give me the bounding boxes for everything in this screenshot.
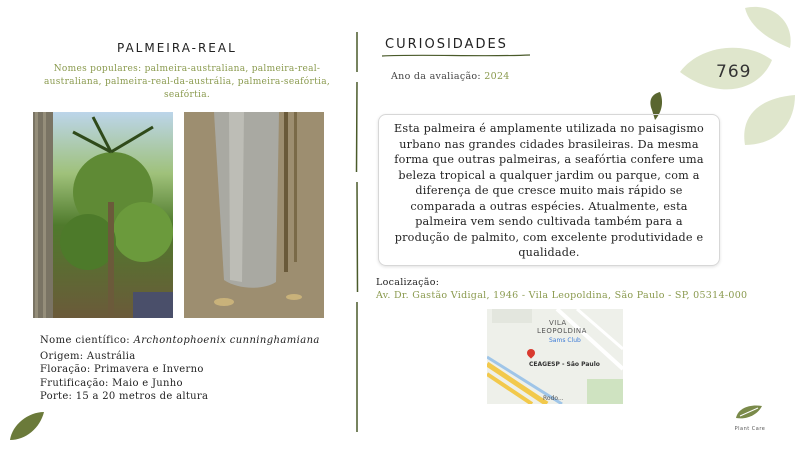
fact-size: Porte: 15 a 20 metros de altura (40, 390, 209, 402)
plant-care-logo (728, 400, 772, 436)
plant-facts (40, 350, 208, 403)
map-poi-sams: Sams Club (549, 337, 581, 344)
vertical-divider (355, 32, 359, 432)
location-label: Localização: (376, 277, 440, 288)
map-district-label: VILA LEOPOLDINA (537, 319, 587, 335)
plant-title: PALMEIRA-REAL (117, 41, 237, 55)
fact-flowering: Floração: Primavera e Inverno (40, 364, 204, 376)
fact-origin: Origem: Austrália (40, 351, 136, 362)
year-value: 2024 (484, 71, 510, 82)
palm-photo-canopy (33, 112, 173, 318)
curiosities-underline (382, 53, 530, 58)
scientific-label: Nome científico: (40, 335, 131, 346)
curiosities-title: CURIOSIDADES (385, 37, 508, 52)
scientific-value: Archontophoenix cunninghamiana (133, 335, 320, 346)
map-poi-ceagesp: CEAGESP - São Paulo (529, 361, 600, 368)
palm-photo-trunk (184, 112, 324, 318)
location-map[interactable] (487, 309, 623, 404)
scientific-name (40, 335, 320, 346)
popular-names: Nomes populares: palmeira-australiana, palmeira-real-australiana, palmeira-real-da-austrália, palmeira-seafórtia, seafórtia. (43, 64, 331, 100)
curiosities-text: Esta palmeira é amplamente utilizada no paisagismo urbano nas grandes cidades brasileiras. Da mesma forma que outras palmeiras, a seafórtia confere uma beleza tropical a qualquer jardim ou parque, com a diferença de que cresce muito mais rápido se comparada a outras espécies. Atualmente, esta palmeira vem sendo cultivada também para a produção de palmito, com excelente produtividade e qualidade. (378, 114, 720, 266)
record-number: 769 (716, 62, 752, 82)
map-road-label: Rodo... (543, 395, 564, 402)
location-address: Av. Dr. Gastão Vidigal, 1946 - Vila Leopoldina, São Paulo - SP, 05314-000 (376, 290, 748, 301)
year-label: Ano da avaliação: (391, 71, 481, 82)
fact-fruiting: Frutificação: Maio e Junho (40, 377, 183, 389)
logo-text: Plant Care (734, 426, 766, 432)
evaluation-year (391, 71, 510, 82)
